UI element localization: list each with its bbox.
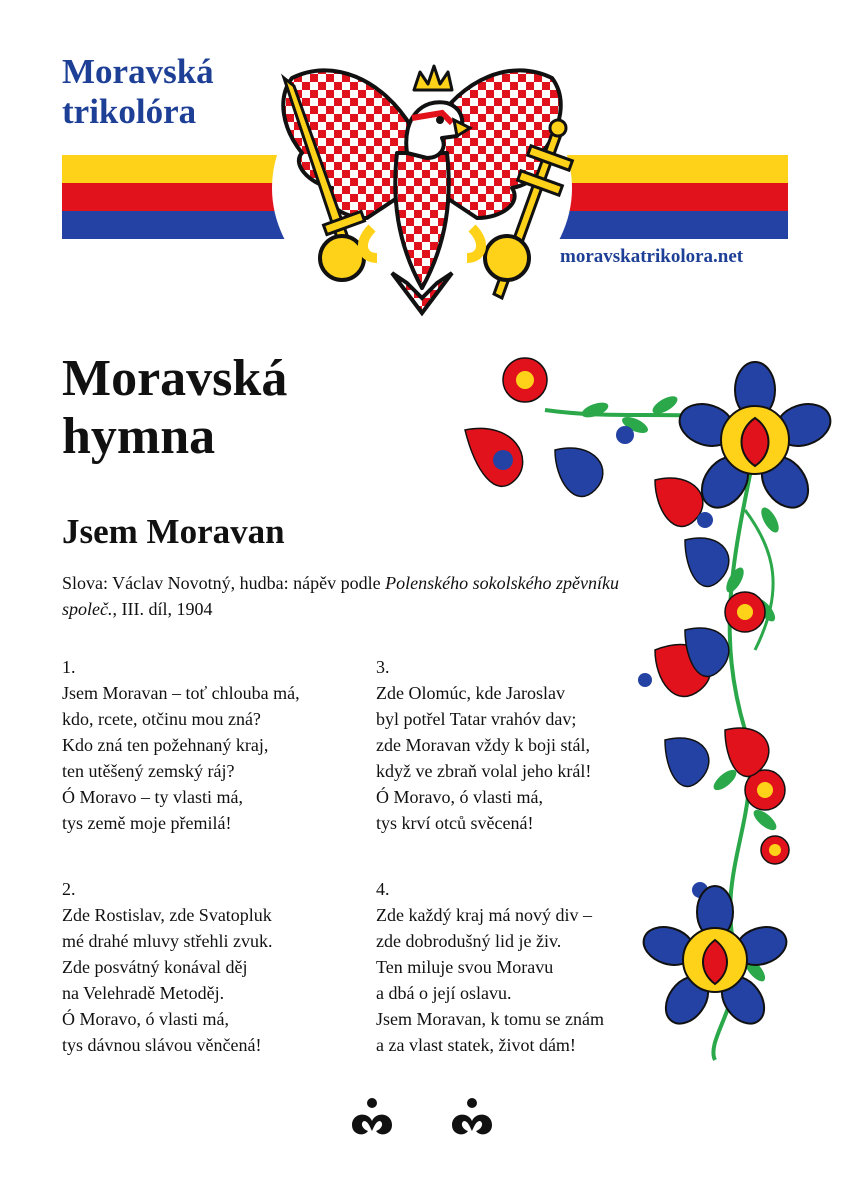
scroll-ornament-icon (446, 1095, 498, 1140)
verse-2 (62, 876, 362, 1058)
credits-prefix: Slova: Václav Novotný, hudba: nápěv podle (62, 573, 386, 593)
verse-line: mé drahé mluvy střehli zvuk. (62, 931, 273, 951)
verse-number: 3. (376, 657, 390, 677)
verse-line: Zde každý kraj má nový div – (376, 905, 592, 925)
folk-floral-icon (455, 350, 835, 1070)
page-title (62, 350, 287, 466)
verse-number: 1. (62, 657, 76, 677)
verse-line: Ten miluje svou Moravu (376, 957, 554, 977)
verse-line: Jsem Moravan – toť chlouba má, (62, 683, 300, 703)
verse-line: Ó Moravo – ty vlasti má, (62, 787, 243, 807)
moravian-eagle-icon (262, 58, 582, 320)
verse-line: a za vlast statek, život dám! (376, 1035, 576, 1055)
title-line1: Moravská (62, 350, 288, 407)
brand-name-line1: Moravská (62, 52, 214, 91)
verse-line: Zde posvátný konával děj (62, 957, 248, 977)
credits-source: Polenského sokolského zpěvníku společ. (62, 573, 620, 619)
verse-line: Zde Olomúc, kde Jaroslav (376, 683, 565, 703)
verse-line: byl potřel Tatar vrahóv dav; (376, 709, 577, 729)
brand-name-line2: trikolóra (62, 92, 197, 131)
verse-line: a dbá o její oslavu. (376, 983, 512, 1003)
verse-line: tys dávnou slávou věnčená! (62, 1035, 262, 1055)
verse-number: 4. (376, 879, 390, 899)
verse-number: 2. (62, 879, 76, 899)
brand-name (62, 52, 214, 132)
verse-line: zde Moravan vždy k boji stál, (376, 735, 590, 755)
verse-line: tys země moje přemilá! (62, 813, 232, 833)
credits-suffix: , III. díl, 1904 (112, 599, 213, 619)
verse-line: Ó Moravo, ó vlasti má, (376, 787, 543, 807)
verse-line: zde dobrodušný lid je živ. (376, 931, 562, 951)
verse-line: Kdo zná ten požehnaný kraj, (62, 735, 269, 755)
website-link[interactable]: moravskatrikolora.net (560, 246, 744, 267)
title-line2: hymna (62, 408, 216, 465)
verse-line: Ó Moravo, ó vlasti má, (62, 1009, 229, 1029)
verse-line: ten utěšený zemský ráj? (62, 761, 235, 781)
scroll-ornament-icon (346, 1095, 398, 1140)
verse-line: kdo, rcete, otčinu mou zná? (62, 709, 261, 729)
verse-line: na Velehradě Metoděj. (62, 983, 225, 1003)
verse-line: když ve zbraň volal jeho král! (376, 761, 592, 781)
verse-line: Zde Rostislav, zde Svatopluk (62, 905, 272, 925)
song-subtitle: Jsem Moravan (62, 512, 285, 551)
verse-line: tys krví otců svěcená! (376, 813, 534, 833)
verse-line: Jsem Moravan, k tomu se znám (376, 1009, 604, 1029)
verse-1 (62, 654, 362, 836)
